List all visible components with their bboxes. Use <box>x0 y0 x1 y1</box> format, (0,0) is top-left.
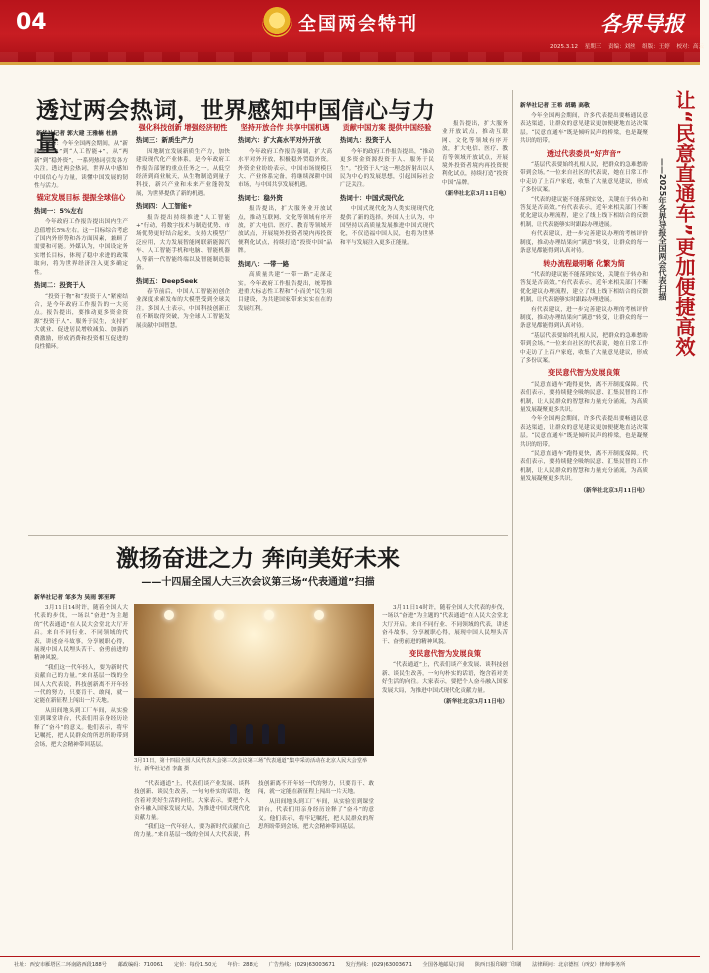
photo-figure <box>246 724 253 744</box>
article-a-para-1: 今年政府工作报告提出国内生产总值增长5%左右。这一目标综合考虑了国内外形势和各方面因素，兼顾了需要和可能。外媒认为，中国设定务实增长目标，体现了稳中求进的政策取向，将为世界经济注入更多确定性。 <box>34 219 128 276</box>
article-c-intro: 今年全国两会期间，许多代表提出要畅通民意表达渠道，让群众的意见建议更加便捷地直达决策层。“民意直通车”既是倾听民声的桥梁，也是凝聚共识的纽带。 <box>520 113 648 145</box>
article-a-col-3 <box>238 120 332 532</box>
footer-ad-hotline: 广告热线：(029)63003671 <box>268 962 335 968</box>
article-c-end: （新华社北京3月11日电） <box>580 487 648 494</box>
article-c-subhead-1: 透过代表委员“好声音” <box>546 148 622 158</box>
article-a-keyword-10: 热词十：中国式现代化 <box>340 193 404 202</box>
paper-name: 各界导报 <box>600 11 684 36</box>
article-c-para-3: 有代表建议，进一步完善建议办理的考核评价制度，推动办理结果向“满意”转变，让群众的每一条意见都能得到认真对待。 <box>520 306 648 330</box>
article-a-col-5 <box>442 120 508 532</box>
article-c-subhead-3: 变民意代智为发展良策 <box>548 368 620 378</box>
article-a-title: 透过两会热词，世界感知中国信心与力量 <box>36 98 436 157</box>
issue-info <box>550 42 709 50</box>
footer-distribution-hotline: 发行热线：(029)63003671 <box>345 962 412 968</box>
proofreader: 校对：高云 <box>676 44 705 50</box>
article-a-keyword-3: 热词三：新质生产力 <box>136 136 194 145</box>
footer-postcode: 邮政编码：710061 <box>117 962 164 968</box>
photo-figure <box>262 724 269 744</box>
article-a-col-4 <box>340 120 434 532</box>
article-a-subhead-3: 坚持开放合作 共享中国机遇 <box>240 123 330 132</box>
article-c-title: 让“民意直通车”更加便捷高效 <box>672 90 696 357</box>
stage-light-icon <box>264 610 274 620</box>
article-a-byline: 新华社记者 郭大建 王雅楠 杜鹃 <box>36 131 118 137</box>
article-c-intro-b: 今年全国两会期间，许多代表提出要畅通民意表达渠道，让群众的意见建议更加便捷地直达决策层。“民意直通车”既是倾听民声的桥梁，也是凝聚共识的纽带。 <box>520 416 648 448</box>
footer-annual-price: 年价：288元 <box>227 962 258 968</box>
article-a-keyword-9: 热词九：投资于人 <box>340 136 392 145</box>
article-a-subhead-4: 贡献中国方案 提供中国经验 <box>342 123 432 132</box>
article-a-keyword-8: 热词八：一带一路 <box>238 259 290 268</box>
article-a-end: （新华社北京3月11日电） <box>442 191 510 198</box>
article-b-para-3: 从田间地头到工厂车间，从实验室到课堂讲台，代表们用亲身经历诠释了“奋斗”的意义。他们表示，将牢记嘱托，把人民群众的所思所盼带到会场，把大会精神带回基层。 <box>34 707 128 748</box>
article-a-subhead-2: 强化科技创新 增强经济韧性 <box>138 123 228 132</box>
article-b-subhead: 变民意代智为发展良策 <box>409 649 481 659</box>
stage-light-icon <box>314 610 324 620</box>
article-a-keyword-5: 热词五：DeepSeek <box>136 276 198 285</box>
article-c-byline: 新华社记者 王希 胡璐 高敬 <box>520 103 590 109</box>
article-a-intro: 提示：今年全国两会期间，从“新质生产力”到“人工智能+”，从“两新”到“稳外资”，一系列热词引发各方关注。透过两会热词，世界从中感知中国信心与力量，读懂中国发展的韧性与活力。 <box>34 141 128 190</box>
issue-date: 2025.3.12 <box>550 44 578 50</box>
editor: 责编：刘丝 <box>608 44 636 50</box>
article-a-para-6: 今年政府工作报告强调，扩大高水平对外开放，积极稳外贸稳外资。外资企业纷纷表示，中国市场规模巨大、产业体系完备，将继续深耕中国市场，与中国共享发展机遇。 <box>238 148 332 189</box>
article-c-para-4: “民意直通车”跑得更快，离不开制度保障。代表们表示，要持续健全吸纳民意、汇集民智的工作机制，让人民群众的智慧和力量充分涌流，为高质量发展凝聚更多共识。 <box>520 381 648 413</box>
article-b-para-3b: 从田间地头到工厂车间，从实验室到课堂讲台，代表们用亲身经历诠释了“奋斗”的意义。他们表示，将牢记嘱托，把人民群众的所思所盼带到会场，把大会精神带回基层。 <box>258 798 374 831</box>
article-a-para-7: 报告提出，扩大服务业开放试点，推动互联网、文化等领域有序开放，扩大电信、医疗、教育等领域开放试点，开展境外投资者境内再投资便利化试点，持续打造“投资中国”品牌。 <box>238 206 332 255</box>
article-b-para-2b: “我们这一代年轻人，要为新时代贡献自己的力量。”来自基层一线的全国人大代表说，科技创新离不开年轻一代的努力，只要肯干、敢闯，就一定能在新征程上闯出一片天地。 <box>134 781 374 839</box>
masthead <box>0 0 705 72</box>
article-a-keyword-4: 热词四：人工智能+ <box>136 202 193 211</box>
photo-figure <box>278 724 285 744</box>
page-number: 04 <box>16 10 47 35</box>
article-c-para-1: “基层代表要始终扎根人民，把群众的急难愁盼带到会场。”一位来自社区的代表说，她在日常工作中走访了上百户家庭，收集了大量意见建议，形成了多份议案。 <box>520 162 648 194</box>
stage-light-icon <box>164 610 174 620</box>
article-a-keyword-1: 热词一：5%左右 <box>34 206 84 215</box>
article-a-para-2: “投资于物”和“投资于人”紧密结合，是今年政府工作报告的一大亮点。报告提出，要推动更多资金资源“投资于人”、服务于民生，支持扩大就业、促进居民增收减负、加强消费激励，形成消费和投资相互促进的良性循环。 <box>34 293 128 350</box>
article-a-para-9: 今年的政府工作报告提出，“推动更多资金资源投资于人、服务于民生”。“投资于人”这一理念折射出以人民为中心的发展思想，引起国际社会广泛关注。 <box>340 148 434 189</box>
layout-editor: 组版：王婷 <box>642 44 670 50</box>
emblem-icon <box>262 7 292 37</box>
article-c-para-4b: “民意直通车”跑得更快，离不开制度保障。代表们表示，要持续健全吸纳民意、汇集民智的工作机制，让人民群众的智慧和力量充分涌流，为高质量发展凝聚更多共识。 <box>520 451 648 483</box>
article-a-keyword-6: 热词六：扩大高水平对外开放 <box>238 136 322 145</box>
article-c-para-1b: “基层代表要始终扎根人民，把群众的急难愁盼带到会场。”一位来自社区的代表说，她在日常工作中走访了上百户家庭，收集了大量意见建议，形成了多份议案。 <box>520 332 648 364</box>
footer-legal: 法律顾问：北京德恒（西安）律师事务所 <box>532 962 626 968</box>
article-a-para-10: 中国式现代化为人类实现现代化提供了新的选择。外国人士认为，中国坚持以高质量发展推进中国式现代化，不仅造福中国人民，也将为世界和平与发展注入更多正能量。 <box>340 206 434 246</box>
article-b-para-4: “代表通道”上，代表们谈产业发展、谈科技创新、谈民生改善，一句句朴实的话语，饱含着对美好生活的向往。大家表示，要把个人奋斗融入国家发展大局，为推进中国式现代化贡献力量。 <box>134 781 250 821</box>
footer <box>0 956 700 973</box>
section-title: 全国两会特刊 <box>298 14 418 35</box>
issue-weekday: 星期三 <box>584 44 602 50</box>
news-photo <box>134 604 374 756</box>
footer-price: 定价：每份1.50元 <box>173 962 217 968</box>
article-c-col <box>520 112 648 950</box>
article-b-para-1: 3月11日14时许，随着全国人大代表的步伐，一场以“奋进”为主题的“代表通道”在人民大会堂北大厅开启。来自不同行业、不同领域的代表，讲述奋斗故事，分享履职心得，展现中国人民埋头苦干、奋勇前进的精神风貌。 <box>34 605 128 662</box>
article-a-para-8: 高质量共建“一带一路”走深走实。今年政府工作报告提出，统筹推进重大标志性工程和“小而美”民生项目建设，为共建国家带来实实在在的发展红利。 <box>238 272 332 312</box>
footer-printer: 陕西日报印刷厂印刷 <box>474 962 522 968</box>
article-a-col-1 <box>34 140 128 532</box>
article-a-keyword-7: 热词七：稳外资 <box>238 193 283 202</box>
article-c-para-2a: “代表的建议能不能落到实处，关键在于转办和答复是否高效。”有代表表示，近年来相关部门不断优化建议办理流程，建立了线上线下相结合的反馈机制，让代表能够实时跟踪办理进展。 <box>520 196 648 228</box>
article-a-para-3: 因地制宜发展新质生产力，加快建设现代化产业体系，是今年政府工作报告部署的重点任务之一。从低空经济到商业航天，从生物制造到量子科技，新兴产业和未来产业蓬勃发展，为世界提供了新的机遇。 <box>136 148 230 197</box>
article-c-para-3a: 有代表建议，进一步完善建议办理的考核评价制度，推动办理结果向“满意”转变，让群众的每一条意见都能得到认真对待。 <box>520 231 648 255</box>
article-divider <box>28 535 508 536</box>
stage-light-icon <box>214 610 224 620</box>
article-c-para-2: “代表的建议能不能落到实处，关键在于转办和答复是否高效。”有代表表示，近年来相关部门不断优化建议办理流程，建立了线上线下相结合的反馈机制，让代表能够实时跟踪办理进展。 <box>520 271 648 304</box>
article-b-col-3 <box>382 604 508 950</box>
footer-info <box>14 961 686 968</box>
article-a-para-10b: 报告提出，扩大服务业开放试点，推动互联网、文化等领域有序开放，扩大电信、医疗、教育等领域开放试点，开展境外投资者境内再投资便利化试点，持续打造“投资中国”品牌。 <box>442 121 508 186</box>
article-b-end: （新华社北京3月11日电） <box>440 699 508 706</box>
photo-stage <box>134 698 374 756</box>
article-b-col-2 <box>134 780 374 950</box>
article-c-subhead-2: 转办流程最明晰 化繁为简 <box>543 258 625 268</box>
article-b-subtitle: ——十四届全国人大三次会议第三场“代表通道”扫描 <box>141 577 375 588</box>
article-b-byline: 新华社记者 邹多为 吴雨 郭至晖 <box>34 595 116 601</box>
article-a-para-4: 报告提出持续推进“人工智能+”行动，将数字技术与制造优势、市场优势更好结合起来，支持大模型广泛应用，大力发展智能网联新能源汽车、人工智能手机和电脑、智能机器人等新一代智能终端以及智能制造装备。 <box>136 214 230 272</box>
article-b-para-1b: 3月11日14时许，随着全国人大代表的步伐，一场以“奋进”为主题的“代表通道”在人民大会堂北大厅开启。来自不同行业、不同领域的代表，讲述奋斗故事，分享履职心得，展现中国人民埋头苦干、奋勇前进的精神风貌。 <box>382 605 508 645</box>
article-b-title: 激扬奋进之力 奔向美好未来 <box>115 546 400 572</box>
footer-address: 社址：西安市雁塔区二环南路西段188号 <box>14 962 107 968</box>
article-b-col-1 <box>34 604 128 950</box>
footer-subscription: 全国各地邮局订阅 <box>422 962 465 968</box>
article-a-para-5: 春节前后，中国人工智能初创企业深度求索发布的大模型受到全球关注。多国人士表示，中国科技创新正在不断取得突破，为全球人工智能发展贡献中国智慧。 <box>136 288 230 329</box>
article-b-para-4b: “代表通道”上，代表们谈产业发展、谈科技创新、谈民生改善，一句句朴实的话语，饱含着对美好生活的向往。大家表示，要把个人奋斗融入国家发展大局，为推进中国式现代化贡献力量。 <box>382 662 508 694</box>
photo-figure <box>230 724 237 744</box>
article-b-para-2: “我们这一代年轻人，要为新时代贡献自己的力量。”来自基层一线的全国人大代表说，科技创新离不开年轻一代的努力，只要肯干、敢闯，就一定能在新征程上闯出一片天地。 <box>34 664 128 705</box>
photo-caption: 3月11日，第十四届全国人民代表大会第三次会议第三场“代表通道”集中采访活动在北京人民大会堂举行。新华社记者 李鑫 摄 <box>134 758 368 772</box>
header-rule <box>0 62 700 65</box>
article-a-col-2 <box>136 120 230 532</box>
article-a-subhead-1: 锚定发展目标 提振全球信心 <box>36 193 126 203</box>
article-a-keyword-2: 热词二：投资于人 <box>34 281 86 290</box>
column-divider <box>512 90 513 950</box>
article-c-subtitle: ——2025年各界导报全国两会代表扫描 <box>658 158 667 301</box>
